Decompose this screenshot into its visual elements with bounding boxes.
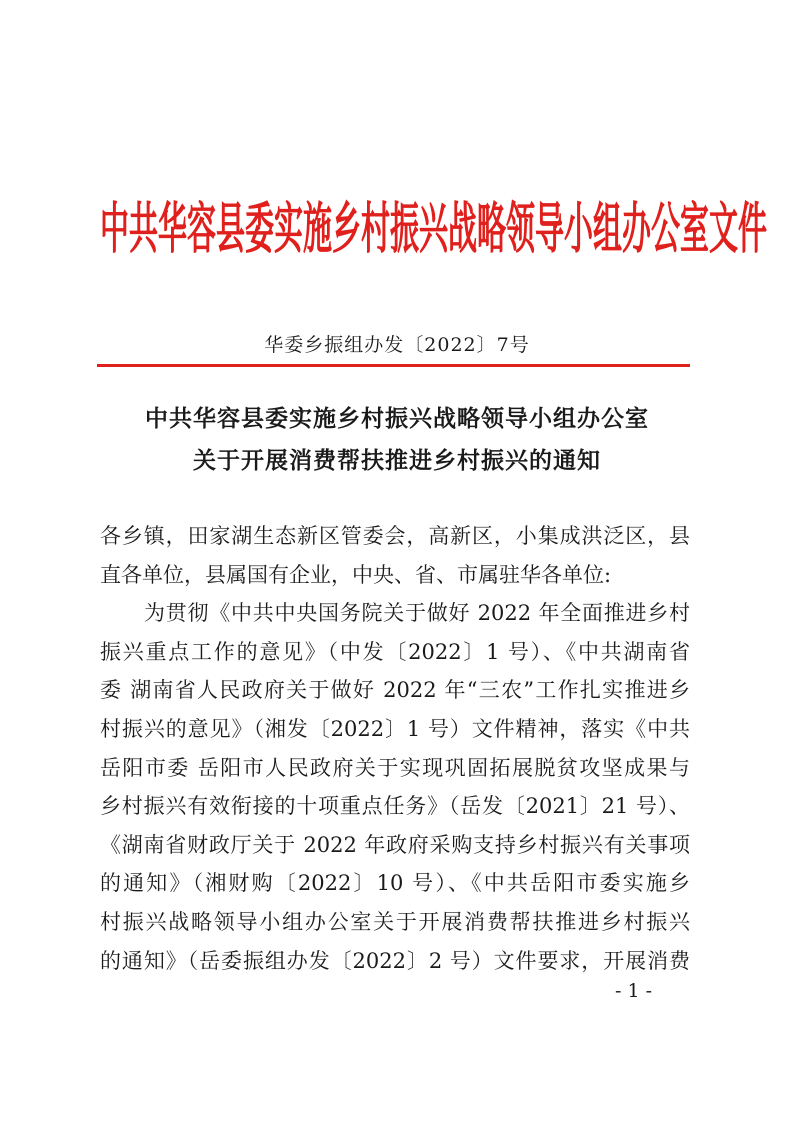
body-line: 村振兴的意见》（湘发〔2022〕1 号）文件精神，落实《中共 — [100, 716, 690, 741]
body-line: 振兴重点工作的意见》（中发〔2022〕1 号）、《中共湖南省 — [100, 639, 690, 664]
body-line: 的通知》（岳委振组办发〔2022〕2 号）文件要求，开展消费 — [100, 948, 690, 973]
body-line: 直各单位，县属国有企业，中央、省、市属驻华各单位: — [100, 562, 612, 587]
red-divider — [97, 364, 690, 367]
body-line: 岳阳市委 岳阳市人民政府关于实现巩固拓展脱贫攻坚成果与 — [100, 755, 690, 780]
page-number: - 1 - — [615, 980, 653, 1002]
body-line: 各乡镇，田家湖生态新区管委会，高新区，小集成洪泛区，县 — [100, 524, 690, 548]
document-body — [100, 520, 690, 983]
body-line: 村振兴战略领导小组办公室关于开展消费帮扶推进乡村振兴 — [100, 909, 690, 934]
body-line: 《湖南省财政厅关于 2022 年政府采购支持乡村振兴有关事项 — [100, 832, 690, 857]
body-line: 委 湖南省人民政府关于做好 2022 年“三农”工作扎实推进乡 — [100, 678, 690, 703]
body-line: 的通知》（湘财购〔2022〕10 号）、《中共岳阳市委实施乡 — [100, 871, 690, 896]
document-title-line-1: 中共华容县委实施乡村振兴战略领导小组办公室 — [145, 405, 649, 432]
document-title-line-2: 关于开展消费帮扶推进乡村振兴的通知 — [193, 447, 601, 474]
body-line: 为贯彻《中共中央国务院关于做好 2022 年全面推进乡村 — [144, 601, 690, 626]
document-number: 华委乡振组办发〔2022〕7号 — [264, 334, 530, 356]
document-masthead: 中共华容县委实施乡村振兴战略领导小组办公室文件 — [100, 196, 768, 261]
body-line: 乡村振兴有效衔接的十项重点任务》（岳发〔2021〕21 号）、 — [100, 794, 690, 819]
